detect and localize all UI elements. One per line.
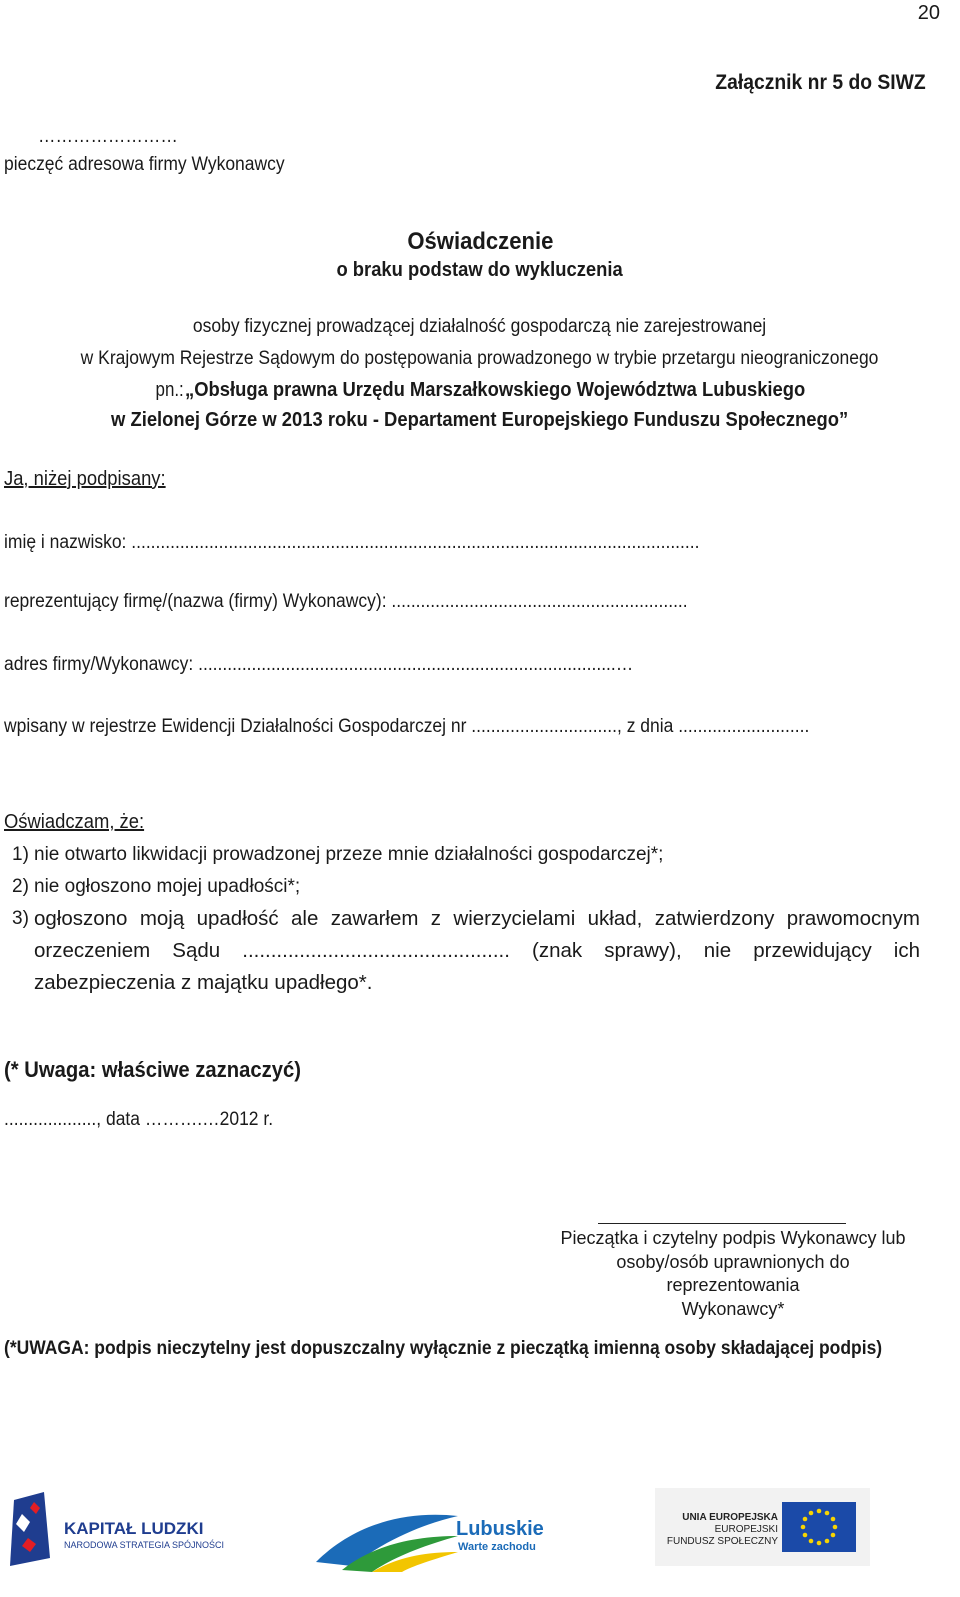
field-registry: wpisany w rejestrze Ewidencji Działalności Gospodarczej nr .............................., z dnia ........................... xyxy=(4,716,810,737)
declaration-number: 1) xyxy=(12,844,29,865)
stamp-dots: …………………… xyxy=(38,126,178,147)
annex-label: Załącznik nr 5 do SIWZ xyxy=(715,71,926,94)
declaration-item-1 xyxy=(12,839,942,871)
signature-warning: (*UWAGA: podpis nieczytelny jest dopuszczalny wyłącznie z pieczątką imienną osoby składającej podpis) xyxy=(4,1338,883,1359)
signature-line xyxy=(598,1223,846,1224)
document-subtitle-text: o braku podstaw do wykluczenia xyxy=(336,259,624,281)
field-address: adres firmy/Wykonawcy: ......................................................................................… xyxy=(4,654,634,675)
document-title xyxy=(0,228,960,256)
lubuskie-subtitle: Warte zachodu xyxy=(458,1541,536,1553)
signature-caption-line-3: Wykonawcy* xyxy=(681,1298,785,1319)
date-line: ..................., data ……….…2012 r. xyxy=(4,1109,274,1130)
eu-text-line-2: EUROPEJSKI xyxy=(714,1524,778,1535)
intro-line-3-text xyxy=(155,379,806,402)
kl-flag-shape xyxy=(10,1492,50,1566)
eu-text-line-1: UNIA EUROPEJSKA xyxy=(682,1512,778,1523)
field-company: reprezentujący firmę/(nazwa (firmy) Wykonawcy): ............................................................. xyxy=(4,591,688,612)
intro-line-1-text: osoby fizycznej prowadzącej działalność gospodarczą nie zarejestrowanej xyxy=(193,316,767,337)
intro-line-1 xyxy=(0,316,960,338)
declaration-heading: Oświadczam, że: xyxy=(4,811,145,833)
kl-title: KAPITAŁ LUDZKI xyxy=(64,1519,204,1538)
document-subtitle xyxy=(0,259,960,282)
declaration-text: nie otwarto likwidacji prowadzonej przeze mnie działalności gospodarczej*; xyxy=(34,844,664,865)
lubuskie-logo xyxy=(312,1506,462,1572)
eu-text xyxy=(660,1512,778,1548)
intro-line-2 xyxy=(0,348,960,370)
intro-line-4 xyxy=(0,409,960,432)
declaration-text: ogłoszono moją upadłość ale zawarłem z wierzycielami układ, zatwierdzony prawomocnym orzeczeniem Sądu ............................................... (znak sprawy), nie przewidujący ich zabezpieczenia z majątku upadłego*. xyxy=(34,907,920,994)
intro-prefix: pn.: xyxy=(155,379,184,401)
footer-logos xyxy=(0,1478,960,1597)
kl-subtitle: NARODOWA STRATEGIA SPÓJNOŚCI xyxy=(64,1540,225,1550)
stamp-label: pieczęć adresowa firmy Wykonawcy xyxy=(4,154,285,175)
declaration-number: 3) xyxy=(12,908,29,929)
lubuskie-title: Lubuskie xyxy=(456,1518,544,1540)
signature-caption-line-2: osoby/osób uprawnionych do reprezentowania xyxy=(616,1251,850,1295)
field-name: imię i nazwisko: ..................................................................................................................... xyxy=(4,532,700,553)
note-mark-choice: (* Uwaga: właściwe zaznaczyć) xyxy=(4,1057,301,1082)
intro-line-2-text: w Krajowym Rejestrze Sądowym do postępowania prowadzonego w trybie przetargu nieograniczonego xyxy=(81,348,879,369)
declaration-item-3 xyxy=(12,903,942,999)
procurement-name: „Obsługa prawna Urzędu Marszałkowskiego Województwa Lubuskiego xyxy=(185,379,806,401)
signature-caption xyxy=(548,1227,918,1321)
signatory-heading: Ja, niżej podpisany: xyxy=(4,468,166,490)
declaration-item-2 xyxy=(12,871,942,903)
page-number: 20 xyxy=(917,2,940,24)
eu-flag-icon xyxy=(782,1502,856,1552)
declaration-number: 2) xyxy=(12,876,29,897)
eu-text-line-3: FUNDUSZ SPOŁECZNY xyxy=(666,1536,778,1547)
intro-line-3 xyxy=(0,379,960,402)
intro-line-4-text: w Zielonej Górze w 2013 roku - Departament Europejskiego Funduszu Społecznego” xyxy=(111,409,849,431)
document-title-text: Oświadczenie xyxy=(406,228,554,255)
signature-caption-line-1: Pieczątka i czytelny podpis Wykonawcy lub xyxy=(560,1228,906,1248)
declaration-text: nie ogłoszono mojej upadłości*; xyxy=(34,876,301,897)
